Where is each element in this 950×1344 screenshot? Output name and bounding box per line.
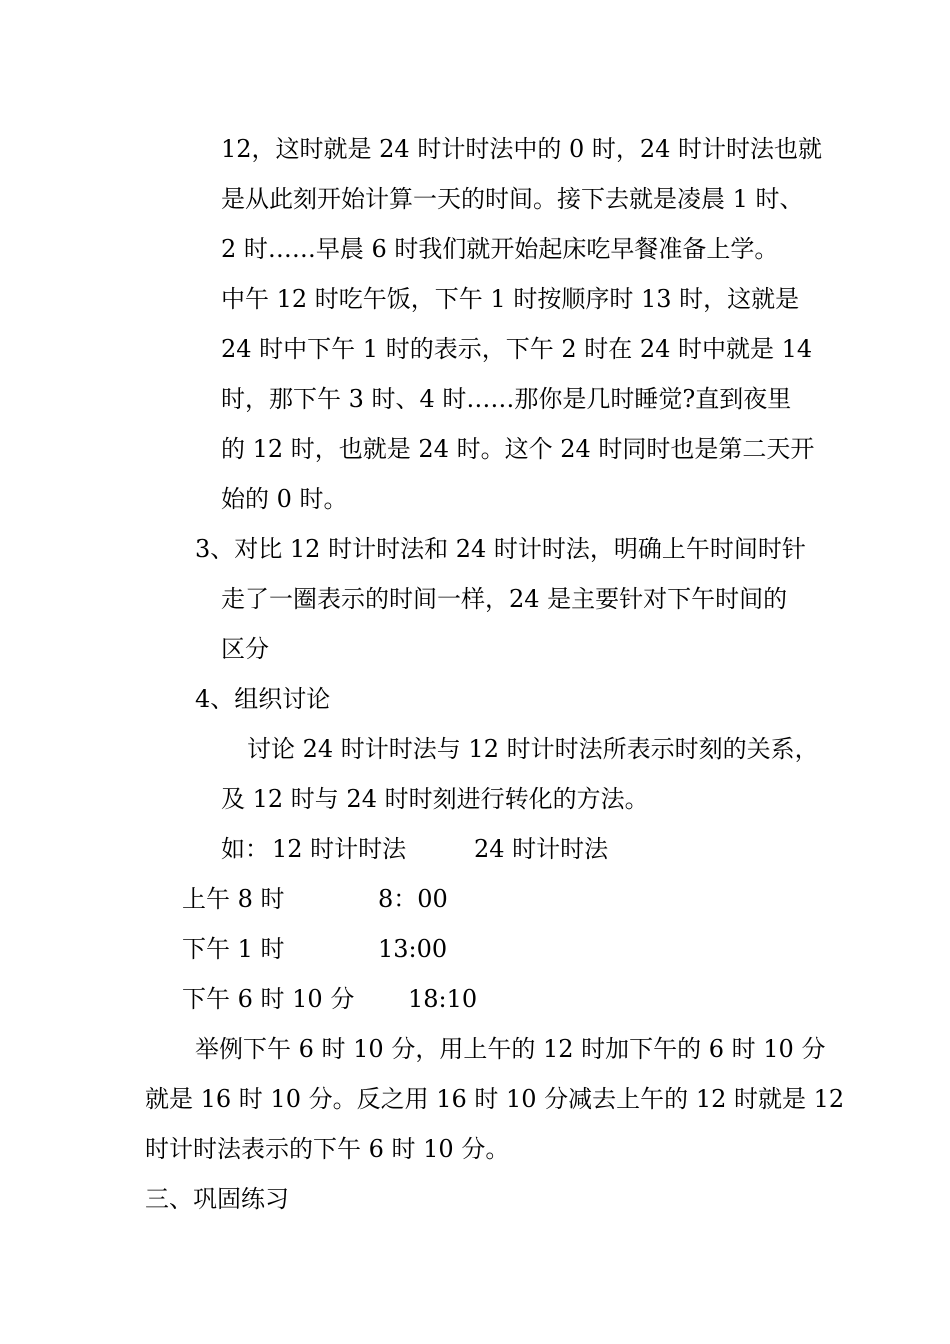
list-item-3-continued: 区分	[221, 635, 269, 663]
paragraph-line: 时，那下午 3 时、4 时……那你是几时睡觉?直到夜里	[221, 385, 792, 413]
table-header-24h: 24 时计时法	[474, 835, 609, 863]
table-row-12h: 下午 6 时 10 分	[182, 985, 355, 1013]
discussion-line: 及 12 时与 24 时时刻进行转化的方法。	[221, 785, 649, 813]
paragraph-line: 中午 12 时吃午饭，下午 1 时按顺序时 13 时，这就是	[221, 285, 800, 313]
example-line: 就是 16 时 10 分。反之用 16 时 10 分减去上午的 12 时就是 12	[145, 1085, 845, 1113]
paragraph-line: 12，这时就是 24 时计时法中的 0 时，24 时计时法也就	[221, 135, 823, 163]
example-line: 时计时法表示的下午 6 时 10 分。	[145, 1135, 510, 1163]
section-heading: 三、巩固练习	[145, 1185, 289, 1213]
paragraph-line: 始的 0 时。	[221, 485, 348, 513]
table-row-12h: 上午 8 时	[182, 885, 285, 913]
table-prefix: 如：	[221, 835, 269, 863]
table-row-12h: 下午 1 时	[182, 935, 285, 963]
paragraph-line: 2 时……早晨 6 时我们就开始起床吃早餐准备上学。	[221, 235, 779, 263]
example-line: 举例下午 6 时 10 分，用上午的 12 时加下午的 6 时 10 分	[195, 1035, 826, 1063]
list-item-4-heading: 4、组织讨论	[195, 685, 331, 713]
table-row-24h: 8：00	[378, 885, 448, 913]
paragraph-line: 24 时中下午 1 时的表示，下午 2 时在 24 时中就是 14	[221, 335, 813, 363]
paragraph-line: 是从此刻开始计算一天的时间。接下去就是凌晨 1 时、	[221, 185, 804, 213]
list-item-3-continued: 走了一圈表示的时间一样，24 是主要针对下午时间的	[221, 585, 788, 613]
table-row-24h: 18:10	[408, 985, 478, 1013]
table-row-24h: 13:00	[378, 935, 448, 963]
discussion-line: 讨论 24 时计时法与 12 时计时法所表示时刻的关系，	[247, 735, 819, 763]
table-header-12h: 12 时计时法	[272, 835, 407, 863]
list-item-3: 3、对比 12 时计时法和 24 时计时法，明确上午时间时针	[195, 535, 806, 563]
paragraph-line: 的 12 时，也就是 24 时。这个 24 时同时也是第二天开	[221, 435, 815, 463]
